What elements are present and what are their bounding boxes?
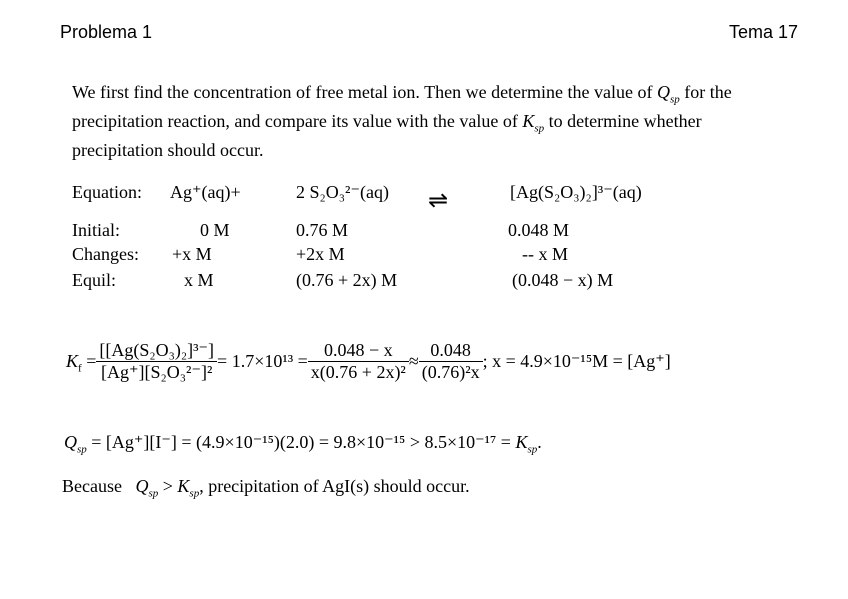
conclusion-gt: > bbox=[162, 476, 173, 496]
kf-equation bbox=[66, 340, 671, 383]
thio-change: +2x M bbox=[296, 244, 345, 264]
k-symbol: $K_{sp}$ bbox=[522, 111, 545, 135]
kf-frac3-den: (0.76)²x bbox=[419, 361, 483, 383]
complex-equil: (0.048 − x) M bbox=[512, 270, 614, 290]
conclusion-tail: , precipitation of AgI(s) should occur. bbox=[199, 476, 470, 496]
kf-frac2-den: x(0.76 + 2x)² bbox=[308, 361, 409, 383]
kf-result: ; x = 4.9×10⁻¹⁵M = [Ag⁺] bbox=[482, 351, 671, 371]
kf-fraction-1 bbox=[96, 340, 217, 383]
page-header-right: Tema 17 bbox=[728, 22, 798, 42]
intro-text-2: for the precipitation reaction, and compare its value with the value of bbox=[72, 82, 732, 131]
conclusion-lead: Because bbox=[62, 476, 122, 496]
complex-change: -- x M bbox=[522, 244, 568, 264]
qsp-equation bbox=[64, 432, 542, 456]
kf-value: = 1.7×10¹³ = bbox=[217, 351, 308, 371]
approx-sign: ≈ bbox=[408, 351, 419, 371]
qsp-body: = [Ag⁺][I⁻] = (4.9×10⁻¹⁵)(2.0) = 9.8×10⁻¹⁵ > 8.5×10⁻¹⁷ = bbox=[91, 432, 511, 452]
ag-equation: Ag⁺(aq)+ bbox=[170, 182, 241, 202]
conclusion-k: $K_{sp}$ bbox=[177, 476, 200, 500]
kf-fraction-3 bbox=[419, 340, 483, 383]
conclusion-q: $Q_{sp}$ bbox=[135, 476, 159, 500]
ag-initial: 0 M bbox=[200, 220, 230, 240]
intro-paragraph bbox=[72, 78, 787, 165]
ag-equil: x M bbox=[184, 270, 214, 290]
ag-change: +x M bbox=[172, 244, 212, 264]
row-label-initial: Initial: bbox=[72, 220, 120, 240]
qsp-end: . bbox=[537, 432, 542, 452]
qsp-lhs: $Q_{sp}$ bbox=[64, 432, 87, 456]
thio-equil: (0.76 + 2x) M bbox=[296, 270, 398, 290]
kf-fraction-2 bbox=[308, 340, 409, 383]
kf-frac1-num: [[Ag(S₂O₃)₂]³⁻] bbox=[99, 340, 215, 360]
complex-initial: 0.048 M bbox=[508, 220, 570, 240]
row-label-changes: Changes: bbox=[72, 244, 139, 264]
kf-frac2-num: 0.048 − x bbox=[323, 340, 393, 360]
complex-equation: [Ag(S₂O₃)₂]³⁻(aq) bbox=[510, 182, 642, 202]
conclusion bbox=[62, 476, 470, 500]
q-symbol: $Q_{sp}$ bbox=[657, 82, 680, 106]
kf-frac1-den: [Ag⁺][S₂O₃²⁻]² bbox=[96, 361, 217, 383]
intro-text-1: We first find the concentration of free metal ion. Then we determine the value of bbox=[72, 82, 653, 102]
row-label-equation: Equation: bbox=[72, 182, 142, 202]
kf-frac3-num: 0.048 bbox=[430, 340, 471, 360]
ksp-rhs: $K_{sp}$ bbox=[515, 432, 538, 456]
page-header-left: Problema 1 bbox=[60, 22, 153, 42]
kf-lhs: $K_f$ = bbox=[66, 351, 97, 375]
row-label-equil: Equil: bbox=[72, 270, 116, 290]
intro-text-3: to determine whether precipitation should occur. bbox=[72, 111, 702, 160]
thio-initial: 0.76 M bbox=[296, 220, 349, 240]
equilibrium-arrow-icon: ⇌ bbox=[428, 188, 449, 214]
thio-equation: 2 S₂O₃²⁻(aq) bbox=[296, 182, 389, 202]
